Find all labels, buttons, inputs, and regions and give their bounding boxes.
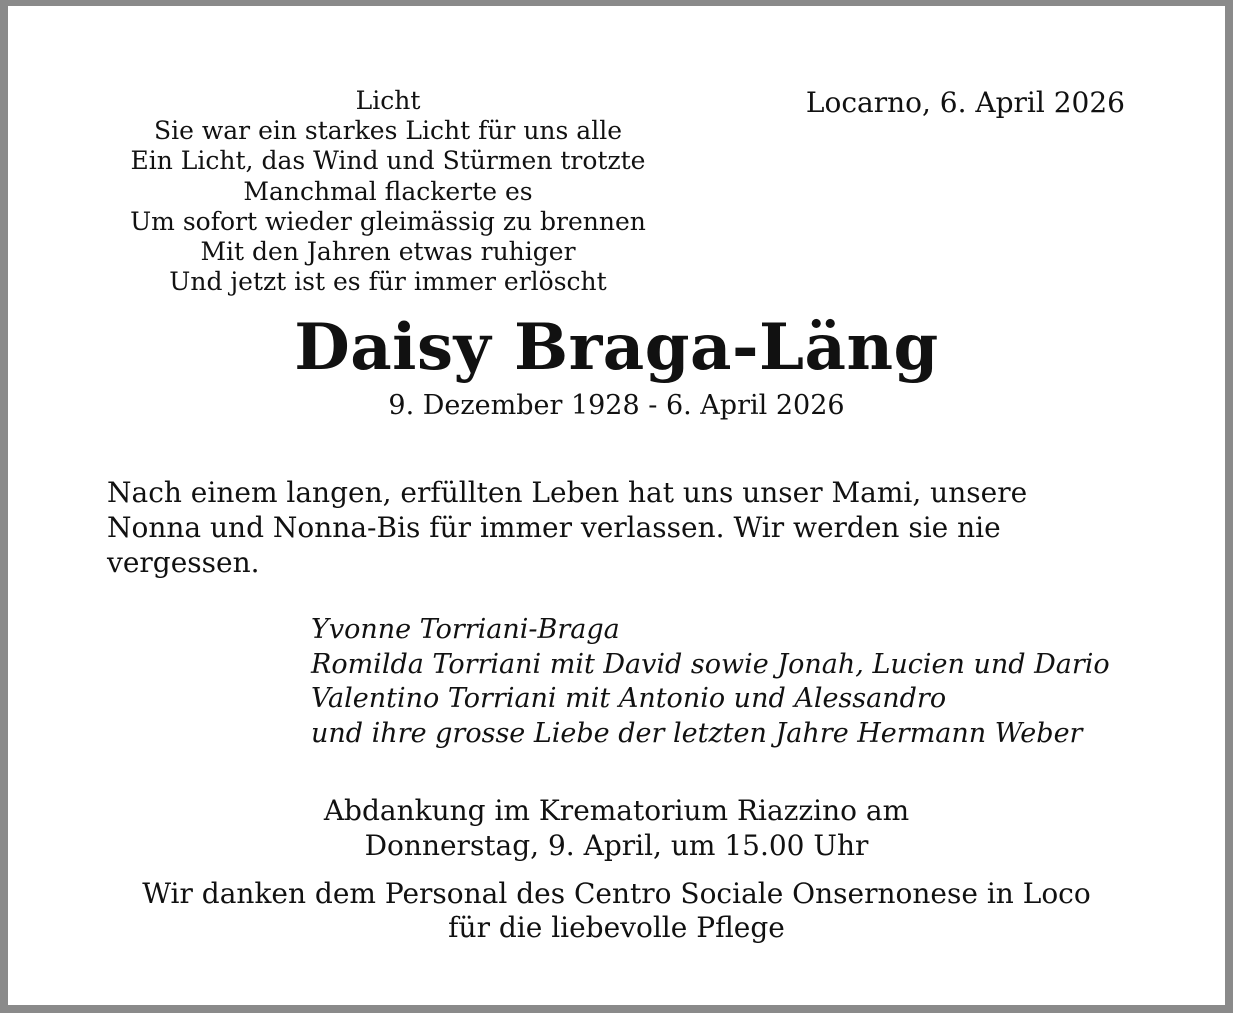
poem-line: Ein Licht, das Wind und Stürmen trotzte	[130, 146, 646, 176]
farewell-message	[107, 475, 1107, 580]
poem-line: Sie war ein starkes Licht für uns alle	[154, 116, 622, 146]
poem-line: Manchmal flackerte es	[243, 176, 533, 206]
poem-line: Und jetzt ist es für immer erlöscht	[169, 267, 607, 297]
ceremony-line: Abdankung im Krematorium Riazzino am	[323, 794, 910, 827]
message-line: Nonna und Nonna-Bis für immer verlassen. Wir werden sie nie	[107, 511, 1001, 544]
mourner: Yvonne Torriani-Braga	[311, 614, 620, 645]
mourner: und ihre grosse Liebe der letzten Jahre Hermann Weber	[311, 717, 1083, 749]
poem-title: Licht	[355, 86, 421, 115]
message-line: Nach einem langen, erfüllten Leben hat uns unser Mami, unsere	[107, 476, 1028, 509]
ceremony-line: Donnerstag, 9. April, um 15.00 Uhr	[364, 829, 869, 862]
thanks-line: für die liebevolle Pflege	[448, 911, 785, 944]
ceremony-info	[8, 793, 1225, 863]
message-line: vergessen.	[107, 546, 260, 579]
mourners-list	[311, 613, 1110, 751]
poem-line: Mit den Jahren etwas ruhiger	[200, 237, 576, 267]
thanks-line: Wir danken dem Personal des Centro Sociale Onsernonese in Loco	[142, 877, 1091, 910]
poem-line: Um sofort wieder gleimässig zu brennen	[130, 206, 646, 236]
mourner: Romilda Torriani mit David sowie Jonah, Lucien und Dario	[311, 648, 1110, 680]
deceased-name: Daisy Braga-Läng	[294, 310, 939, 385]
life-dates: 9. Dezember 1928 - 6. April 2026	[388, 390, 845, 421]
thanks-note	[8, 877, 1225, 945]
place-date: Locarno, 6. April 2026	[805, 86, 1125, 119]
mourner: Valentino Torriani mit Antonio und Alessandro	[311, 683, 947, 714]
poem	[98, 86, 678, 297]
